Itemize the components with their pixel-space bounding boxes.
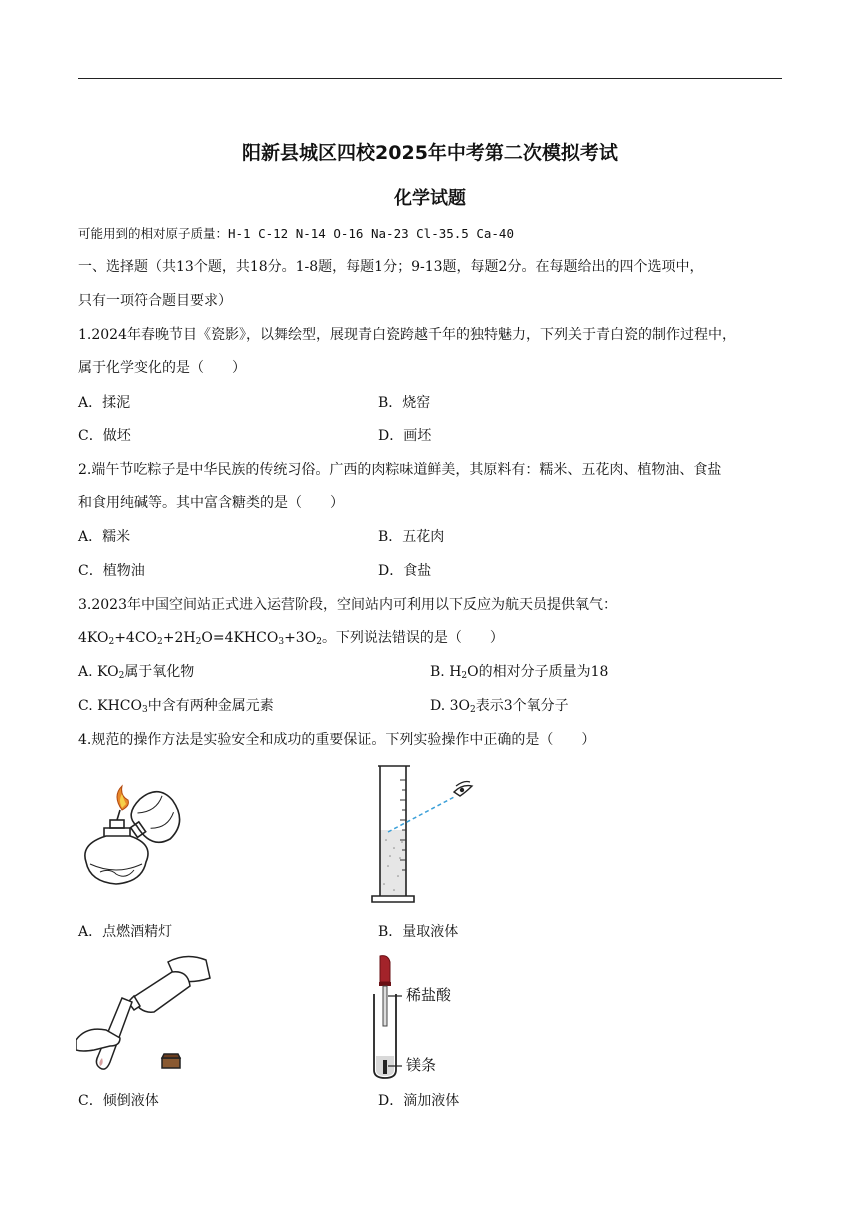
- q3-option-b: B. $H_2O$的相对分子质量为18: [430, 664, 609, 681]
- q4-option-a: A．点燃酒精灯: [78, 924, 173, 940]
- label-magnesium-strip: 镁条: [406, 1056, 437, 1074]
- q1-option-b: B．烧窑: [378, 395, 431, 411]
- q3-option-c: C. $KHCO_3$中含有两种金属元素: [78, 698, 274, 715]
- graduated-cylinder-figure: [370, 762, 480, 910]
- exam-title: 阳新县城区四校2025年中考第二次模拟考试: [242, 142, 618, 164]
- q1-stem-line2: 属于化学变化的是（ ）: [78, 360, 246, 376]
- q1-stem-line1: 1.2024年春晚节目《瓷影》，以舞绘型，展现青白瓷跨越千年的独特魅力，下列关于青白瓷的制作过程中，: [78, 327, 736, 343]
- section-instruction-line2: 只有一项符合题目要求）: [78, 293, 232, 309]
- q1-option-d: D．画坯: [378, 428, 432, 444]
- q2-option-b: B．五花肉: [378, 529, 445, 545]
- pouring-liquid-figure: [76, 950, 216, 1082]
- q2-stem-line1: 2.端午节吃粽子是中华民族的传统习俗。广西的肉粽味道鲜美，其原料有：糯米、五花肉、植物油、食盐: [78, 462, 722, 478]
- q4-option-d: D．滴加液体: [378, 1093, 460, 1109]
- section-instruction-line1: 一、选择题（共13个题，共18分。1-8题，每题1分；9-13题，每题2分。在每题给出的四个选项中，: [78, 259, 704, 275]
- q1-option-c: C．做坯: [78, 428, 131, 444]
- q4-stem-line1: 4.规范的操作方法是实验安全和成功的重要保证。下列实验操作中正确的是（ ）: [78, 732, 596, 748]
- q2-option-a: A．糯米: [78, 529, 131, 545]
- alcohol-lamp-figure: [76, 784, 196, 892]
- q2-option-c: C．植物油: [78, 563, 145, 579]
- header-rule: [78, 78, 782, 79]
- q4-option-b: B．量取液体: [378, 924, 459, 940]
- label-dilute-hcl: 稀盐酸: [406, 986, 452, 1004]
- atomic-masses: 可能用到的相对原子质量：H-1 C-12 N-14 O-16 Na-23 Cl-35.5 Ca-40: [78, 226, 514, 241]
- q2-stem-line2: 和食用纯碱等。其中富含糖类的是（ ）: [78, 495, 344, 511]
- q1-option-a: A．揉泥: [78, 395, 131, 411]
- q2-option-d: D．食盐: [378, 563, 432, 579]
- exam-subtitle: 化学试题: [394, 188, 466, 209]
- q3-stem-line1: 3.2023年中国空间站正式进入运营阶段，空间站内可利用以下反应为航天员提供氧气：: [78, 597, 617, 613]
- q3-equation: $4KO_2+4CO_2+2H_2O=4KHCO_3+3O_2$。下列说法错误的是（ ）: [78, 630, 504, 647]
- q3-option-a: A. $KO_2$属于氧化物: [78, 664, 195, 681]
- q4-option-c: C．倾倒液体: [78, 1093, 159, 1109]
- q3-option-d: D. $3O_2$表示3个氧分子: [430, 698, 569, 715]
